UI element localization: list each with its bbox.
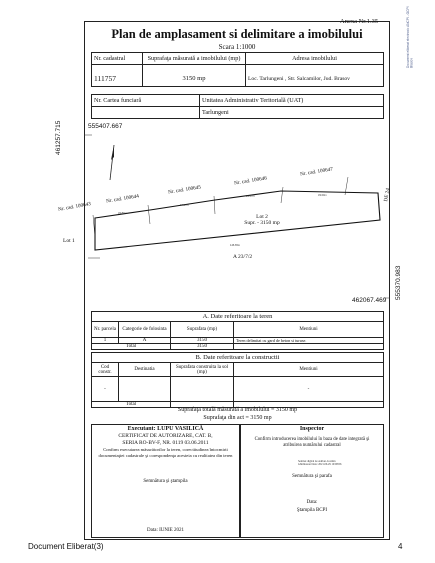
neighbour-label: Nr. cad. 100643	[57, 201, 92, 213]
col-uat: Unitatea Administrativ Teritorială (UAT)	[200, 95, 384, 107]
col-built-area: Suprafata construita la sol (mp)	[171, 363, 234, 377]
inspector-text: Confirm introducerea imobilului în baza de date integrată şi atribuirea numărului cadastral	[254, 437, 370, 448]
section-b-title: B. Date referitoare la constructii	[92, 353, 384, 363]
col-cadastral: Nr. cadastral	[92, 53, 143, 65]
executor-series: SERIA RO-BV-F, NR. 0119 03.06.2011	[122, 440, 209, 446]
col-mentions: Mentiuni	[234, 363, 384, 377]
executor-date: Data: IUNIE 2021	[147, 528, 184, 533]
neighbour-label: Nr. cad. 100644	[105, 193, 140, 205]
coord-left-x: 461257.715	[55, 120, 62, 155]
edge-length: 33.67m	[246, 195, 255, 198]
col-destination: Destinatia	[119, 363, 171, 377]
inspector-title: Inspector	[299, 426, 325, 432]
col-address: Adresa imobilului	[246, 53, 384, 65]
annex-label: Anexa Nr.1.35	[340, 18, 379, 25]
constr-area	[171, 377, 234, 402]
col-area: Suprafaţa măsurată a imobilului (mp)	[143, 53, 246, 65]
executor-title: Executant: LUPU VASILICĂ	[127, 426, 204, 432]
total-label: Total	[92, 344, 171, 350]
inspector-date: Data:	[306, 500, 318, 505]
edge-length: 33.87m	[118, 212, 127, 215]
coord-bottom-x: 462067.469	[352, 297, 387, 304]
inspector-stamp: Ştampila BCPI	[296, 508, 328, 513]
digital-signature: Semnat digital de Adrian-Cosmin Ghimbasan Data: 2021.06.29 10:08:06	[298, 460, 342, 467]
footer-doc-label: Document Eliberat(3)	[28, 542, 104, 551]
total-label: Total	[92, 402, 171, 408]
section-a-table	[91, 311, 384, 350]
page-title: Plan de amplasament si delimitare a imobilului	[111, 27, 363, 41]
lot-2-area: Supr. - 3150 mp	[244, 220, 280, 226]
section-b-table	[91, 352, 384, 408]
executor-sign: Semnătura şi ştampila	[143, 479, 188, 484]
parcel-area: 3150	[171, 338, 234, 344]
cadastral-no: 111757	[92, 65, 143, 87]
lot-1-label: Lot 1	[63, 238, 75, 244]
parcel-ref-label: A 23/7/2	[233, 254, 253, 260]
lot-2-label: Lot 2	[256, 214, 268, 220]
edge-length: 33.00m	[318, 194, 327, 197]
uat-value: Tarlungeni	[200, 107, 384, 119]
footer-page-number: 4	[398, 542, 403, 551]
coord-right-y: 555370.983	[395, 265, 402, 300]
edge-length: 146.65m	[230, 244, 241, 247]
parcel-category: A	[119, 338, 171, 344]
coord-top-y: 555407.667	[88, 123, 123, 130]
scale-label: Scara 1:1000	[218, 43, 256, 51]
constr-destination	[119, 377, 171, 402]
address-value: Loc. Tarlungeni , Str. Salcamilor, Jud. Brasov	[246, 65, 384, 87]
constr-code: -	[92, 377, 119, 402]
col-category: Categorie de folosinta	[119, 322, 171, 338]
total-value: 3150	[171, 344, 234, 350]
col-area-mp: Suprafata (mp)	[171, 322, 234, 338]
col-parcel: Nr. parcela	[92, 322, 119, 338]
parcel-no: 1	[92, 338, 119, 344]
constr-mentions: -	[234, 377, 384, 402]
north-arrow-icon	[110, 145, 114, 180]
col-land-book: Nr. Cartea funciară	[92, 95, 200, 107]
col-code: Cod constr.	[92, 363, 119, 377]
edge-length: 34.87m	[180, 204, 189, 207]
executor-cert: CERTIFICAT DE AUTORIZARE, CAT. B,	[118, 433, 213, 439]
table-row	[92, 377, 384, 402]
col-mentions: Mentiuni	[234, 322, 384, 338]
road-label: DE 24	[383, 187, 392, 203]
total-measured: Suprafaţa totală măsurată a imobilului = 3150 mp	[177, 407, 298, 413]
total-mentions	[234, 344, 384, 350]
executor-text: Confirm executarea măsurătorilor la teren, corectitudinea întocmirii documentaţiei cadastrale şi corespondenţa acesteia cu realitatea din teren	[98, 447, 233, 458]
parcel-mentions: Teren delimitat cu gard de beton si turuse.	[234, 338, 384, 344]
area-value: 3150 mp	[143, 65, 246, 87]
neighbour-label: Nr. cad. 100647	[299, 166, 334, 178]
section-a-title: A. Date referitoare la teren	[92, 312, 384, 322]
neighbour-label: Nr. cad. 100646	[233, 175, 268, 187]
total-act: Suprafaţa din act = 3150 mp	[203, 415, 272, 421]
inspector-sign: Semnătura şi parafa	[292, 474, 332, 479]
neighbour-label: Nr. cad. 100645	[167, 184, 202, 196]
side-digital-stamp: Document eliberat electronic ANCPI - OCPI Brasov	[406, 6, 414, 68]
